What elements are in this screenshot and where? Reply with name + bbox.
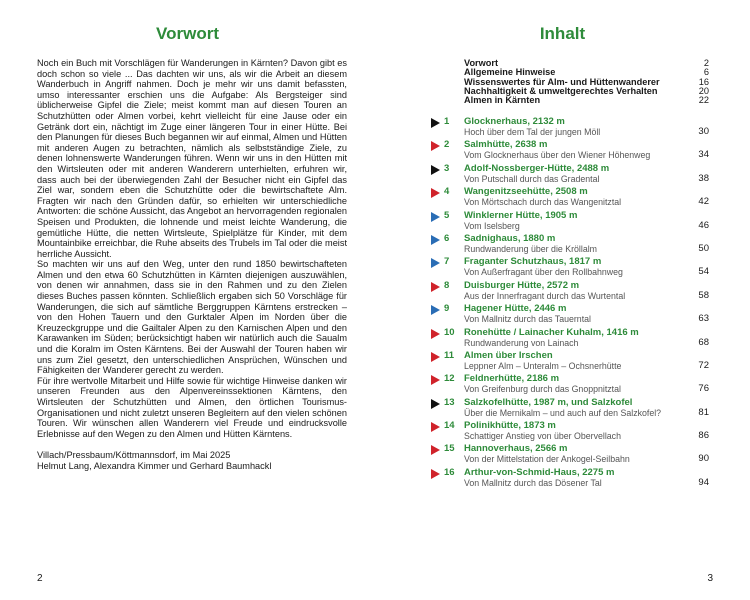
difficulty-triangle-icon: [431, 141, 440, 151]
tour-subtitle: Über die Mernikalm – und auch auf den Salzkofel?: [464, 407, 662, 418]
toc-section-page: 16: [698, 76, 709, 87]
signature-place-date: Villach/Pressbaum/Köttmannsdorf, im Mai 2025: [37, 450, 231, 461]
toc-tour-entry[interactable]: [431, 465, 709, 488]
tour-number: 13: [444, 396, 455, 408]
toc-section-label: Allgemeine Hinweise: [464, 67, 556, 78]
tour-title: Glocknerhaus, 2132 m: [464, 116, 565, 127]
tour-page: 46: [698, 219, 709, 231]
tour-subtitle: Vom Iselsberg: [464, 220, 520, 231]
toc-section-label: Vorwort: [464, 58, 499, 68]
tour-title: Wangenitzseehütte, 2508 m: [464, 186, 588, 198]
tour-subtitle: Schattiger Anstieg von über Obervellach: [464, 431, 621, 442]
tour-title: Almen über Irschen: [464, 349, 553, 361]
toc-section-page: 20: [698, 85, 709, 96]
tour-subtitle: Von Mörtschach durch das Wangenitztal: [464, 197, 622, 208]
tour-subtitle: Rundwanderung von Lainach: [464, 337, 579, 348]
toc-section-label: Nachhaltigkeit & umweltgerechtes Verhalten: [464, 85, 658, 96]
toc-tour-entry[interactable]: [431, 348, 709, 371]
tour-number: 11: [444, 349, 455, 361]
difficulty-triangle-icon: [431, 188, 440, 198]
tour-page: 58: [698, 289, 709, 301]
tour-subtitle: Leppner Alm – Unteralm – Ochsnerhütte: [464, 360, 622, 371]
difficulty-triangle-icon: [431, 422, 440, 432]
tour-title: Polinikhütte, 1873 m: [464, 420, 556, 432]
tour-page: 50: [698, 242, 709, 254]
difficulty-triangle-icon: [431, 305, 440, 315]
foreword-paragraph: So machten wir uns auf den Weg, unter den rund 1850 bewirtschafteten Almen und den etwa 60 Schutzhütten in Kärnten diejenigen auszuwählen, von denen wir annahmen, dass sie in den Rahmen und zu den Zielen dieses Buches passen könnten. Schließlich ergaben sich 50 Vorschläge für Wanderungen, die sich auf sämtliche Berggruppen Kärntens erstrecken – von den Hohen Tauern und den Gurktaler Alpen im Norden über die Kreuzeckgruppe und die Gailtaler Alpen zu den Karnischen Alpen und den Karawanken im Süden; berücksichtigt haben wir natürlich auch die Saualm und die Koralm im Osten Kärntens. Bei der Auswahl der Touren haben wir uns zum Ziel gesetzt, den unterschiedlichen Ansprüchen, Wünschen und Fähigkeiten der Wanderer gerecht zu werden.: [37, 259, 347, 376]
toc-general-sections: [464, 59, 709, 105]
tour-number: 9: [444, 303, 450, 315]
foreword-paragraph: Für ihre wertvolle Mitarbeit und Hilfe sowie für wichtige Hinweise danken wir unseren Freunden aus den Alpenvereinssektionen Kärntens, den Wirtsleuten der Schutzhütten und Almen, den örtlichen Tourismus-Organisationen und nicht zuletzt unseren Begleitern auf den vielen schönen Touren. Wir wünschen allen Wanderern viel Freude und eindrucksvolle Erlebnisse auf den Wegen zu den Almen und Hütten Kärntens.: [37, 375, 347, 439]
tour-subtitle: Aus der Innerfragant durch das Wurtental: [464, 290, 626, 301]
toc-tour-entry[interactable]: [431, 325, 709, 348]
tour-subtitle: Hoch über dem Tal der jungen Möll: [464, 127, 601, 137]
toc-tour-entry[interactable]: [431, 137, 709, 160]
difficulty-triangle-icon: [431, 212, 440, 222]
tour-title: Arthur-von-Schmid-Haus, 2275 m: [464, 466, 615, 478]
toc-tour-entry[interactable]: [431, 371, 709, 394]
difficulty-triangle-icon: [431, 329, 440, 339]
tour-number: 6: [444, 232, 450, 244]
toc-tour-entry[interactable]: [431, 161, 709, 184]
difficulty-triangle-icon: [431, 445, 440, 455]
tour-number: 10: [444, 326, 455, 338]
tour-page: 42: [698, 196, 709, 208]
toc-section-page: 2: [703, 58, 709, 68]
tour-title: Fraganter Schutzhaus, 1817 m: [464, 256, 602, 268]
tour-title: Adolf-Nossberger-Hütte, 2488 m: [464, 162, 610, 174]
tour-page: 90: [698, 453, 709, 465]
foreword-paragraph: Noch ein Buch mit Vorschlägen für Wanderungen in Kärnten? Davon gibt es doch schon so viele ... Das dachten wir uns, als wir die Arbeit an diesem Wanderbuch in Angriff nahmen. Doch je mehr wir uns damit befassten, umso interessanter erschien uns die Aufgabe: Als Bergsteiger sind üblicherweise Gipfel die Ziele; meist kommt man auf diesen Touren an Schutzhütten oder Almen vorbei, kehrt vielleicht für eine Jause oder ein Getränk dort ein, nächtigt im Zuge einer längeren Tour in einer Hütte. Bei den Planungen für dieses Buch begannen wir auf einmal, Almen und Hütten mit anderen Augen zu betrachten, nämlich als selbstständige Ziele, zu denen lohnenswerte Wanderungen führen. Wenn wir uns in den Hütten mit den Wirtsleuten oder mit anderen Wanderern unterhielten, erfuhren wir, dass auch bei der überwiegenden Zahl der Besucher nicht ein Gipfel das Ziel war, sondern eben die Schutzhütte oder die bewirtschaftete Alm. Fragten wir nach den Gründen dafür, so erhielten wir unterschiedliche Antworten: die schöne Aussicht, das Angebot an hervorragenden regionalen Speisen und Produkten, die lohnende und meist leichte Wanderung, die gemütliche Hütte, die netten Wirtsleute, Spielplätze für Kinder, mit dem Mountainbike erreichbar, die Ruhe abseits des Trubels im Tal oder die meist herrliche Aussicht.: [37, 58, 347, 259]
tour-subtitle: Rundwanderung über die Kröllalm: [464, 243, 598, 254]
tour-page: 68: [698, 336, 709, 348]
toc-section-label: Wissenswertes für Alm- und Hüttenwanderer: [464, 76, 660, 87]
tour-page: 72: [698, 359, 709, 371]
toc-tour-entry[interactable]: [431, 254, 709, 277]
foreword-text: [37, 58, 347, 472]
tour-subtitle: Von der Mittelstation der Ankogel-Seilbahn: [464, 454, 630, 465]
tour-number: 3: [444, 162, 450, 174]
tour-title: Winklerner Hütte, 1905 m: [464, 209, 578, 221]
tour-title: Hagener Hütte, 2446 m: [464, 303, 567, 315]
tour-title: Hannoverhaus, 2566 m: [464, 443, 568, 455]
page-title-inhalt: Inhalt: [539, 24, 586, 43]
tour-page: 86: [698, 430, 709, 442]
tour-title: Salzkofelhütte, 1987 m, und Salzkofel: [464, 396, 633, 408]
tour-page: 30: [698, 126, 709, 137]
toc-tour-entry[interactable]: [431, 395, 709, 418]
page-number-right: 3: [707, 573, 713, 584]
difficulty-triangle-icon: [431, 375, 440, 385]
difficulty-triangle-icon: [431, 258, 440, 268]
tour-page: 34: [698, 149, 709, 161]
toc-tour-entry[interactable]: [431, 184, 709, 207]
difficulty-triangle-icon: [431, 469, 440, 479]
toc-tour-entry[interactable]: [431, 301, 709, 324]
toc-section-page: 22: [698, 95, 709, 106]
tour-page: 94: [698, 476, 709, 488]
tour-subtitle: Von Greifenburg durch das Gnoppnitztal: [464, 384, 621, 395]
tour-number: 4: [444, 186, 450, 198]
tour-title: Feldnerhütte, 2186 m: [464, 373, 560, 385]
toc-tour-entry[interactable]: [431, 418, 709, 441]
tour-subtitle: Von Mallnitz durch das Tauerntal: [464, 314, 591, 325]
difficulty-triangle-icon: [431, 235, 440, 245]
tour-page: 81: [698, 406, 709, 418]
tour-number: 2: [444, 139, 450, 151]
difficulty-triangle-icon: [431, 399, 440, 409]
tour-subtitle: Von Außerfragant über den Rollbahnweg: [464, 267, 623, 278]
toc-tour-entry[interactable]: [431, 231, 709, 254]
tour-title: Sadnighaus, 1880 m: [464, 232, 556, 244]
tour-subtitle: Von Mallnitz durch das Dösener Tal: [464, 477, 602, 488]
tour-number: 15: [444, 443, 455, 455]
page-title-vorwort: Vorwort: [156, 24, 219, 43]
page-number-left: 2: [37, 573, 43, 584]
toc-tour-entry[interactable]: [431, 114, 709, 137]
difficulty-triangle-icon: [431, 282, 440, 292]
difficulty-triangle-icon: [431, 165, 440, 175]
tour-title: Salmhütte, 2638 m: [464, 139, 548, 151]
tour-page: 54: [698, 266, 709, 278]
tour-number: 7: [444, 256, 450, 268]
toc-tour-entry[interactable]: [431, 208, 709, 231]
signature-authors: Helmut Lang, Alexandra Kimmer und Gerhard Baumhackl: [37, 460, 272, 471]
tour-title: Duisburger Hütte, 2572 m: [464, 279, 580, 291]
difficulty-triangle-icon: [431, 352, 440, 362]
tour-page: 63: [698, 313, 709, 325]
tour-number: 12: [444, 373, 455, 385]
tour-number: 5: [444, 209, 450, 221]
tour-number: 8: [444, 279, 450, 291]
tour-number: 14: [444, 420, 455, 432]
tour-page: 38: [698, 172, 709, 184]
tour-number: 1: [444, 116, 450, 127]
tour-subtitle: Von Putschall durch das Gradental: [464, 173, 600, 184]
tour-title: Ronehütte / Lainacher Kuhalm, 1416 m: [464, 326, 639, 338]
tour-number: 16: [444, 466, 455, 478]
toc-tour-entry[interactable]: [431, 441, 709, 464]
tour-subtitle: Vom Glocknerhaus über den Wiener Höhenweg: [464, 150, 651, 161]
difficulty-triangle-icon: [431, 118, 440, 128]
toc-section-row[interactable]: [464, 96, 709, 105]
toc-section-page: 6: [703, 67, 709, 78]
toc-tour-list: [431, 114, 709, 488]
toc-section-label: Almen in Kärnten: [464, 95, 541, 106]
toc-tour-entry[interactable]: [431, 278, 709, 301]
tour-page: 76: [698, 383, 709, 395]
